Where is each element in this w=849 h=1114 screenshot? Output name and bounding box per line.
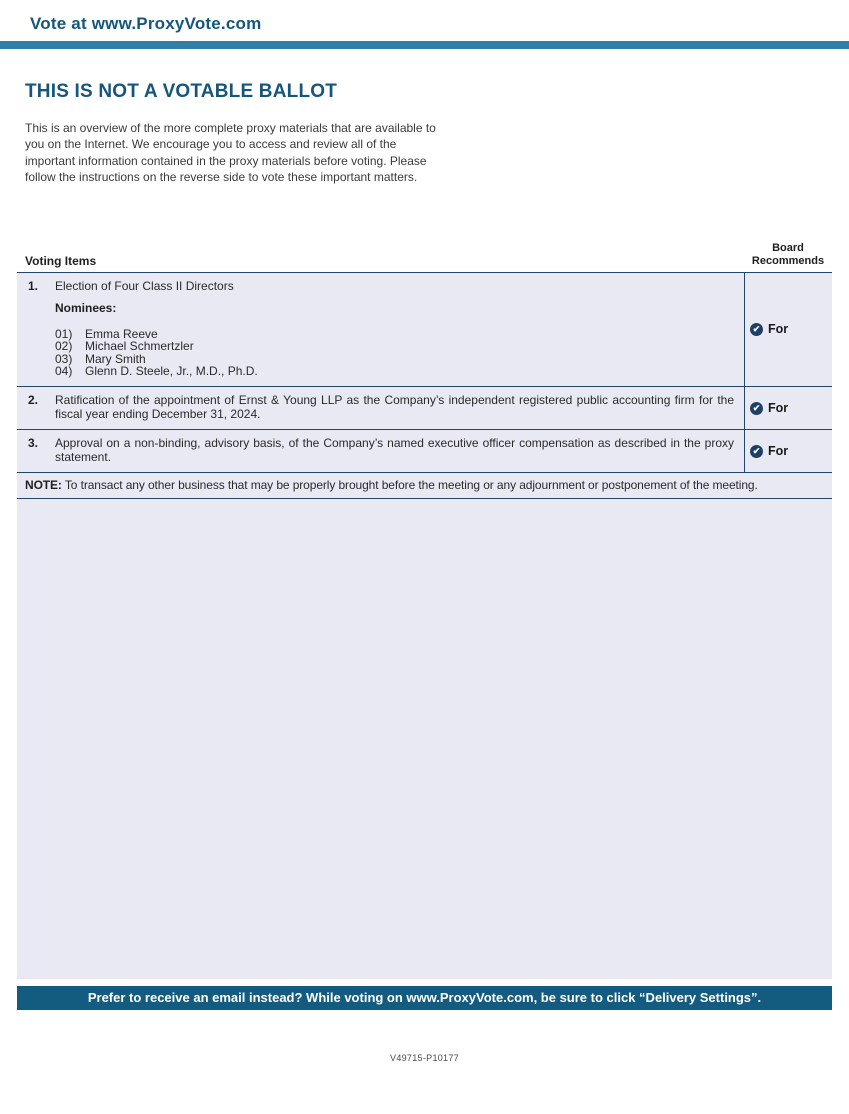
nominees-label: Nominees: [55, 300, 117, 315]
note-text: To transact any other business that may be properly brought before the meeting or any adjournment or postponement of the meeting. [64, 478, 758, 492]
note-row [17, 473, 832, 499]
nominee-number: 02) [55, 339, 73, 354]
recommendation-label: For [768, 444, 789, 458]
empty-table-area [17, 499, 832, 979]
nominee-row [55, 365, 734, 378]
board-recommendation-cell-2 [744, 387, 832, 429]
note-label: NOTE: [25, 478, 62, 492]
voting-table-header [17, 242, 832, 272]
voting-item-row-1 [17, 273, 832, 387]
page-title: Vote at www.ProxyVote.com [30, 14, 262, 33]
voting-table [17, 272, 832, 979]
nominee-number: 01) [55, 326, 73, 341]
nominee-name: Michael Schmertzler [85, 339, 194, 354]
check-icon: ✔ [750, 402, 763, 415]
document-control-number: V49715-P10177 [390, 1053, 459, 1063]
voting-item-2-text-cell [17, 387, 744, 429]
voting-items-header: Voting Items [25, 253, 97, 268]
nominee-number: 03) [55, 351, 73, 366]
ballot-intro-paragraph: This is an overview of the more complete proxy materials that are available to you on the Internet. We encourage you to access and review all of the important information contained in the proxy materials before voting. Please follow the instructions on the reverse side to vote these important matters. [25, 121, 436, 185]
recommendation-label: For [768, 322, 789, 337]
nominee-number: 04) [55, 364, 73, 379]
board-recommendation-cell-1 [744, 273, 832, 386]
voting-item-3-text-cell [17, 430, 744, 472]
item-number: 2. [28, 393, 39, 407]
item-description: Election of Four Class II Directors [55, 278, 234, 293]
nominee-row [55, 340, 734, 353]
email-preference-banner: Prefer to receive an email instead? While voting on www.ProxyVote.com, be sure to click “Delivery Settings”. [17, 986, 832, 1010]
check-icon: ✔ [750, 323, 763, 336]
page-content [0, 81, 849, 1010]
voting-item-row-3 [17, 430, 832, 473]
voting-item-row-2 [17, 387, 832, 430]
check-icon: ✔ [750, 445, 763, 458]
item-number: 3. [28, 436, 39, 450]
nominee-name: Glenn D. Steele, Jr., M.D., Ph.D. [85, 364, 258, 379]
nominee-name: Mary Smith [85, 351, 146, 366]
voting-item-1-text-cell [17, 273, 744, 386]
masthead [0, 14, 849, 49]
item-number: 1. [28, 278, 39, 293]
header-divider-bar [0, 41, 849, 49]
item-description: Ratification of the appointment of Ernst & Young LLP as the Company’s independent registered public accounting firm for the fiscal year ending December 31, 2024. [55, 393, 734, 421]
item-description: Approval on a non-binding, advisory basis, of the Company’s named executive officer compensation as described in the proxy statement. [55, 436, 734, 464]
board-recommends-header: Board Recommends [751, 241, 825, 267]
nominee-name: Emma Reeve [85, 326, 158, 341]
board-recommendation-cell-3 [744, 430, 832, 472]
ballot-heading: THIS IS NOT A VOTABLE BALLOT [25, 81, 338, 102]
recommendation-label: For [768, 401, 789, 415]
